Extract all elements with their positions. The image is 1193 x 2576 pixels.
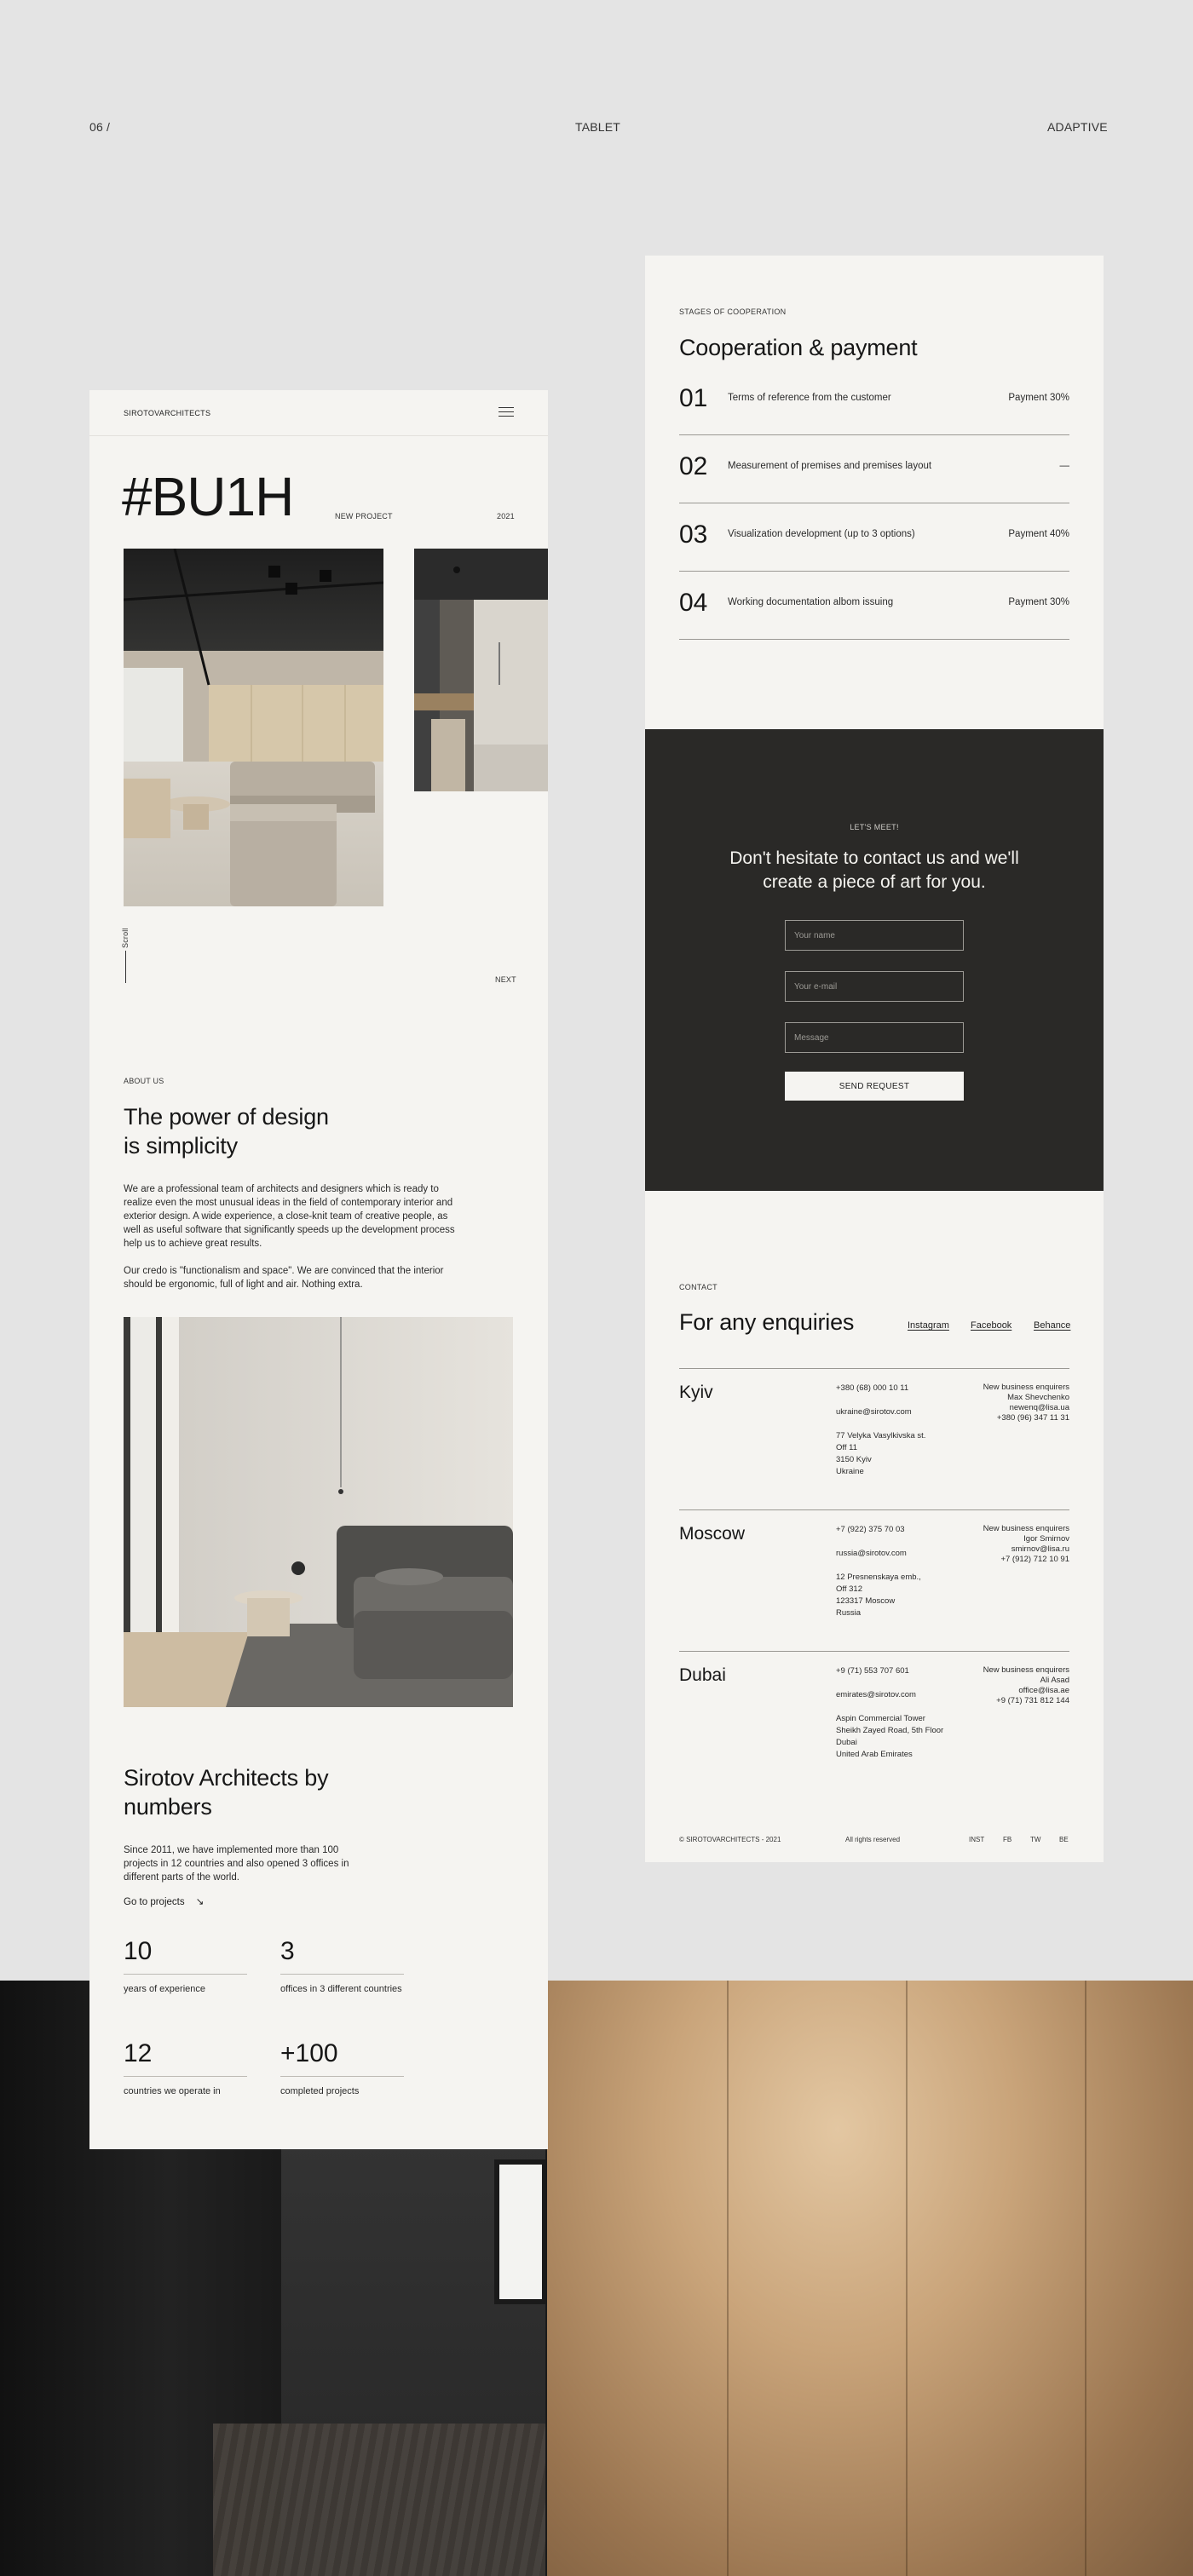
contact-eyebrow: CONTACT xyxy=(679,1283,718,1291)
stage-text: Terms of reference from the customer xyxy=(728,393,891,403)
enquiries-phone[interactable]: +380 (96) 347 11 31 xyxy=(996,1413,1069,1423)
office-city: Kyiv xyxy=(679,1383,713,1402)
office-email[interactable]: ukraine@sirotov.com xyxy=(836,1407,912,1417)
enquiries-label: New business enquirers xyxy=(983,1665,1069,1675)
about-heading-line1: The power of design xyxy=(124,1104,329,1130)
enquiries-email[interactable]: newenq@lisa.ua xyxy=(1009,1403,1069,1412)
enquiries-contact-name: Max Shevchenko xyxy=(1007,1393,1069,1402)
about-image-bedroom xyxy=(124,1317,513,1707)
next-link[interactable]: NEXT xyxy=(495,975,516,984)
stage-number: 02 xyxy=(679,452,708,480)
tablet-left-mockup xyxy=(89,390,548,2149)
contact-form-heading-line1: Don't hesitate to contact us and we'll xyxy=(729,848,1019,868)
office-kyiv xyxy=(679,1368,1069,1509)
stage-number: 04 xyxy=(679,589,708,617)
stat-label: years of experience xyxy=(124,1984,205,1994)
office-address-line: Aspin Commercial Tower xyxy=(836,1714,925,1723)
office-address-line: Russia xyxy=(836,1608,862,1618)
stage-row xyxy=(679,572,1069,640)
facebook-link[interactable]: Facebook xyxy=(971,1320,1012,1331)
hamburger-menu-icon[interactable] xyxy=(499,407,514,417)
stage-row xyxy=(679,435,1069,503)
scroll-indicator xyxy=(125,951,126,983)
project-title: #BU1H xyxy=(122,466,294,527)
stat-countries xyxy=(124,2040,247,2097)
office-dubai xyxy=(679,1651,1069,1792)
stat-number: 10 xyxy=(124,1938,247,1975)
enquiries-email[interactable]: office@lisa.ae xyxy=(1018,1686,1069,1695)
office-city: Moscow xyxy=(679,1524,746,1544)
contact-form-heading-line2: create a piece of art for you. xyxy=(763,872,986,892)
stage-text: Working documentation albom issuing xyxy=(728,597,894,607)
office-address-line: Ukraine xyxy=(836,1467,864,1476)
stage-payment: — xyxy=(1059,461,1069,471)
lets-meet-eyebrow: LET'S MEET! xyxy=(850,823,899,831)
stat-label: completed projects xyxy=(280,2086,360,2096)
message-field[interactable] xyxy=(785,1022,964,1053)
about-eyebrow: ABOUT US xyxy=(124,1077,164,1085)
office-address-line: United Arab Emirates xyxy=(836,1750,913,1759)
office-phone[interactable]: +7 (922) 375 70 03 xyxy=(836,1525,905,1534)
copyright: © SIROTOVARCHITECTS - 2021 xyxy=(679,1836,781,1843)
stat-number: 12 xyxy=(124,2040,247,2077)
contact-form-section xyxy=(645,729,1104,1191)
office-phone[interactable]: +380 (68) 000 10 11 xyxy=(836,1383,909,1393)
stage-payment: Payment 30% xyxy=(1008,597,1069,607)
office-address-line: Off 312 xyxy=(836,1584,862,1594)
stage-payment: Payment 30% xyxy=(1008,393,1069,403)
stat-label: countries we operate in xyxy=(124,2086,221,2096)
about-paragraph-2: Our credo is "functionalism and space". We are convinced that the interior should be ergonomic, full of light and air. Nothing extra. xyxy=(124,1266,444,1290)
stat-projects xyxy=(280,2040,404,2097)
stage-number: 01 xyxy=(679,384,708,412)
new-project-label: NEW PROJECT xyxy=(335,512,393,520)
stage-row xyxy=(679,503,1069,572)
enquiries-phone[interactable]: +7 (912) 712 10 91 xyxy=(1000,1555,1069,1564)
stages-eyebrow: STAGES OF COOPERATION xyxy=(679,308,787,316)
go-to-projects-link[interactable] xyxy=(124,1895,204,1907)
office-phone[interactable]: +9 (71) 553 707 601 xyxy=(836,1666,909,1676)
office-address-line: Sheikh Zayed Road, 5th Floor xyxy=(836,1726,944,1735)
stat-label: offices in 3 different countries xyxy=(280,1984,402,1994)
office-address-line: 123317 Moscow xyxy=(836,1596,896,1606)
site-footer xyxy=(679,1836,1069,1846)
tablet-label: TABLET xyxy=(575,120,621,134)
office-address-line: 3150 Kyiv xyxy=(836,1455,872,1464)
project-image-bathroom xyxy=(414,549,548,791)
office-email[interactable]: russia@sirotov.com xyxy=(836,1549,907,1558)
office-email[interactable]: emirates@sirotov.com xyxy=(836,1690,916,1699)
numbers-paragraph: Since 2011, we have implemented more than 100 projects in 12 countries and also opened 3 offices in different parts of the world. xyxy=(124,1845,349,1883)
social-be-link[interactable]: BE xyxy=(1059,1836,1069,1843)
instagram-link[interactable]: Instagram xyxy=(908,1320,949,1331)
stat-number: +100 xyxy=(280,2040,404,2077)
scroll-label: Scroll xyxy=(121,928,130,948)
office-address-line: 12 Presnenskaya emb., xyxy=(836,1573,921,1582)
send-request-button[interactable]: SEND REQUEST xyxy=(785,1072,964,1101)
behance-link[interactable]: Behance xyxy=(1034,1320,1071,1331)
go-to-projects-label: Go to projects xyxy=(124,1897,185,1907)
page-number-label: 06 / xyxy=(89,120,111,134)
office-address-line: Off 11 xyxy=(836,1443,857,1452)
stat-offices xyxy=(280,1938,404,1995)
about-heading-line2: is simplicity xyxy=(124,1133,238,1159)
numbers-heading-line2: numbers xyxy=(124,1794,212,1820)
stage-text: Visualization development (up to 3 options) xyxy=(728,529,915,539)
office-city: Dubai xyxy=(679,1665,726,1685)
tablet-right-mockup xyxy=(645,256,1104,1862)
arrow-down-right-icon: ↘ xyxy=(195,1897,205,1907)
enquiries-contact-name: Ali Asad xyxy=(1040,1676,1069,1685)
name-field[interactable] xyxy=(785,920,964,951)
numbers-heading-line1: Sirotov Architects by xyxy=(124,1765,329,1791)
enquiries-label: New business enquirers xyxy=(983,1383,1069,1392)
site-header xyxy=(89,390,548,436)
about-paragraph-1: We are a professional team of architects and designers which is ready to realize even the most unusual ideas in the field of contemporary interior and exterior design. A wide experience, a close-knit team of creative people, as well as useful software that significantly speeds up the development process help us to achieve great results. xyxy=(124,1184,455,1249)
office-moscow xyxy=(679,1509,1069,1651)
adaptive-label: ADAPTIVE xyxy=(1047,120,1108,134)
social-tw-link[interactable]: TW xyxy=(1030,1836,1041,1843)
enquiries-label: New business enquirers xyxy=(983,1524,1069,1533)
enquiries-phone[interactable]: +9 (71) 731 812 144 xyxy=(996,1696,1069,1705)
office-address-line: Dubai xyxy=(836,1738,857,1747)
rights-reserved: All rights reserved xyxy=(845,1836,901,1843)
site-logo[interactable]: SIROTOVARCHITECTS xyxy=(124,409,211,417)
stages-heading: Cooperation & payment xyxy=(679,335,918,360)
social-inst-link[interactable]: INST xyxy=(969,1836,985,1843)
project-image-bedroom xyxy=(124,549,383,906)
social-fb-link[interactable]: FB xyxy=(1003,1836,1012,1843)
stage-number: 03 xyxy=(679,520,708,549)
stage-text: Measurement of premises and premises layout xyxy=(728,461,932,471)
stat-years xyxy=(124,1938,247,1995)
email-field[interactable] xyxy=(785,971,964,1002)
enquiries-email[interactable]: smirnov@lisa.ru xyxy=(1011,1544,1069,1554)
stage-payment: Payment 40% xyxy=(1008,529,1069,539)
office-address-line: 77 Velyka Vasylkivska st. xyxy=(836,1431,926,1440)
contact-heading: For any enquiries xyxy=(679,1309,855,1335)
stat-number: 3 xyxy=(280,1938,404,1975)
project-year: 2021 xyxy=(497,512,515,520)
stage-row xyxy=(679,367,1069,435)
enquiries-contact-name: Igor Smirnov xyxy=(1023,1534,1069,1544)
